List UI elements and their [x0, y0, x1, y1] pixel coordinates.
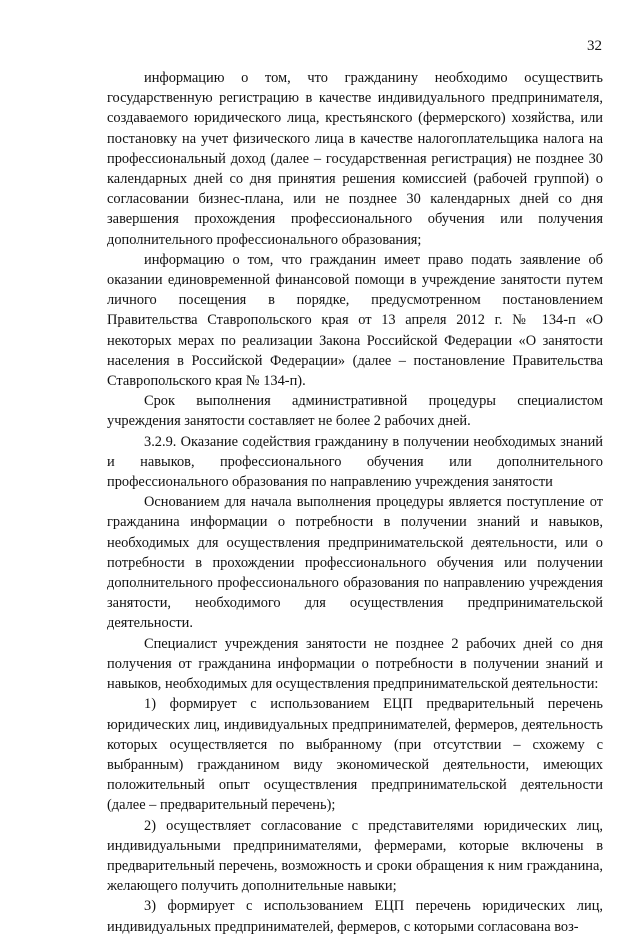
list-item: 3) формирует с использованием ЕЦП перечень юридических лиц, индивидуальных предпринимателей, фермеров, с которыми согласована воз-: [107, 898, 603, 935]
document-body: [107, 68, 603, 937]
paragraph: Срок выполнения административной процедуры специалистом учреждения занятости составляет не более 2 рабочих дней.: [107, 393, 603, 430]
page-number: 32: [587, 38, 602, 54]
paragraph: информацию о том, что гражданину необходимо осуществить государственную регистрацию в качестве индивидуального предпринимателя, создаваемого юридического лица, крестьянского (фермерского) хозяйства, или постановку на учет физического лица в качестве налогоплательщика налога на профессиональный доход (далее – государственная регистрация) не позднее 30 календарных дней со дня принятия решения комиссией (рабочей группой) о согласовании бизнес-плана, или не позднее 30 календарных дней со дня завершения прохождения профессионального обучения или получения дополнительного профессионального образования;: [107, 70, 603, 248]
list-item: 2) осуществляет согласование с представителями юридических лиц, индивидуальными предпринимателями, фермерами, которые включены в предварительный перечень, возможность и сроки обращения к ним гражданина, желающего получить дополнительные навыки;: [107, 817, 603, 895]
paragraph: Специалист учреждения занятости не позднее 2 рабочих дней со дня получения от гражданина информации о потребности в получении знаний и навыков, необходимых для осуществления предпринимательской деятельности:: [107, 635, 603, 693]
paragraph: информацию о том, что гражданин имеет право подать заявление об оказании единовременной финансовой помощи в учреждение занятости путем личного посещения в порядке, предусмотренном постановлением Правительства Ставропольского края от 13 апреля 2012 г. № 134-п «О некоторых мерах по реализации Закона Российской Федерации «О занятости населения в Российской Федерации» (далее – постановление Правительства Ставропольского края № 134-п).: [107, 251, 603, 390]
list-item: 1) формирует с использованием ЕЦП предварительный перечень юридических лиц, индивидуальных предпринимателей, фермеров, деятельность которых осуществляется по выбранному (при отсутствии – схожему с выбранным) гражданином виду экономической деятельности, имеющих положительный опыт осуществления предпринимательской деятельности (далее – предварительный перечень);: [107, 696, 603, 814]
paragraph: Основанием для начала выполнения процедуры является поступление от гражданина информации о потребности в получении знаний и навыков, необходимых для осуществления предпринимательской деятельности, или о потребности в прохождении профессионального обучения или получении дополнительного профессионального образования по направлению учреждения занятости, необходимого для осуществления предпринимательской деятельности.: [107, 494, 603, 632]
section-heading: 3.2.9. Оказание содействия гражданину в получении необходимых знаний и навыков, профессионального обучения или дополнительного профессионального образования по направлению учреждения занятости: [107, 433, 603, 491]
